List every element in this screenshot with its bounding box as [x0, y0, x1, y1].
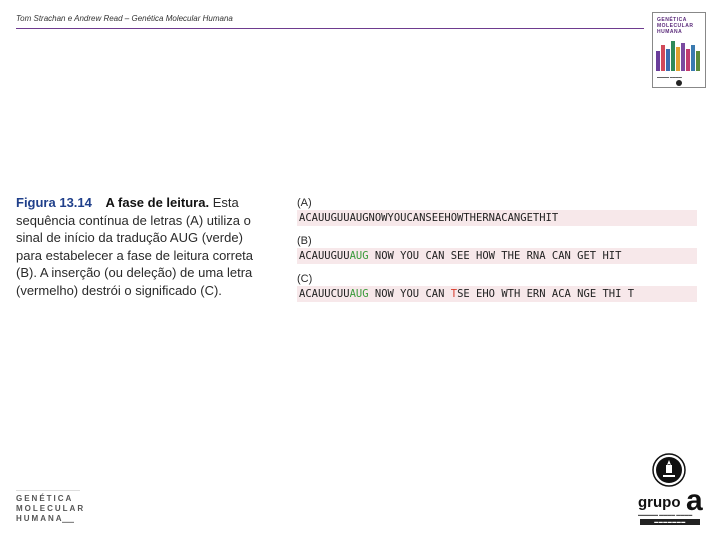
svg-text:a: a	[686, 486, 703, 512]
grupo-tagline: ▬▬▬▬▬ ▬▬▬▬ ▬▬▬▬	[638, 512, 693, 517]
figure-label: Figura 13.14	[16, 195, 92, 210]
sequence-segment: NOW YOU CAN	[368, 288, 451, 300]
svg-text:grupo: grupo	[638, 494, 681, 511]
panel-b-label: (B)	[297, 235, 312, 247]
panel-c-label: (C)	[297, 273, 313, 285]
sequence-segment: ACAUUGUUAUGNOWYOUCANSEEHOWTHERNACANGETHIT	[299, 212, 559, 224]
sequence-segment: ACAUUCUU	[299, 288, 350, 300]
footer-book-title	[16, 494, 85, 524]
book-cover-title	[657, 17, 693, 35]
footer-title-line: MOLECULAR	[16, 504, 86, 513]
panel-a-sequence	[297, 210, 697, 226]
panel-c-sequence	[297, 286, 697, 302]
figure-caption-body: Esta sequência contínua de letras (A) utiliza o sinal de início da tradução AUG (verde) para estabelecer a fase de leitura correta (B). A inserção (ou deleção) de uma letra (vermelho) destrói o significado (C).	[16, 195, 254, 298]
book-cover-title-line: GENÉTICA	[657, 17, 687, 23]
publisher-seal-icon	[652, 453, 686, 487]
start-codon: AUG	[349, 288, 369, 300]
book-cover-publisher-logo	[676, 80, 682, 86]
book-cover-thumbnail	[652, 12, 706, 88]
grupo-url-bar: ▬▬▬▬▬▬▬	[640, 519, 700, 525]
sequence-segment: SE EHO WTH ERN ACA NGE THI T	[457, 288, 635, 300]
inserted-letter: T	[450, 288, 458, 300]
footer-divider	[16, 490, 80, 491]
panel-a-label: (A)	[297, 197, 312, 209]
panel-b-sequence	[297, 248, 697, 264]
book-cover-title-line: HUMANA	[657, 29, 683, 35]
book-cover-artwork	[656, 37, 702, 71]
start-codon: AUG	[349, 250, 369, 262]
footer-edition-mark: ▬▬▬	[62, 519, 74, 524]
sequence-segment: NOW YOU CAN SEE HOW THE RNA CAN GET HIT	[368, 250, 622, 262]
figure-title: A fase de leitura.	[105, 195, 210, 210]
sequence-segment: ACAUUGUU	[299, 250, 350, 262]
footer-title-line: GENÉTICA	[16, 494, 74, 503]
book-cover-title-line: MOLECULAR	[657, 23, 694, 29]
book-cover-authors: ▬▬▬▬ ▬▬▬▬	[657, 75, 682, 79]
grupo-a-logo-icon	[636, 486, 710, 512]
header-divider	[16, 28, 644, 29]
running-header: Tom Strachan e Andrew Read – Genética Molecular Humana	[16, 14, 233, 23]
figure-caption	[16, 194, 272, 299]
reading-frame-figure	[297, 196, 697, 310]
footer-title-line: HUMANA	[16, 514, 64, 523]
